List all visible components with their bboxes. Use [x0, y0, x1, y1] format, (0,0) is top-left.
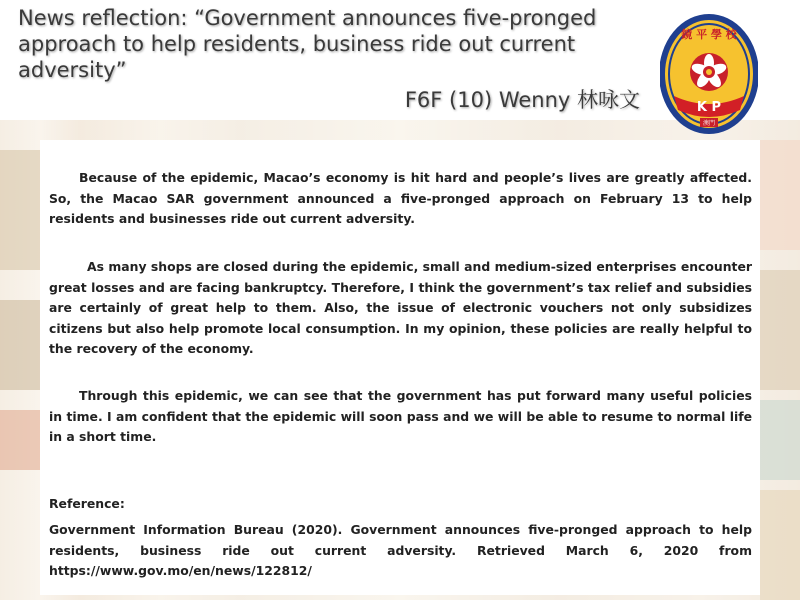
- background-poster-left-2: [0, 300, 40, 390]
- page-title: News reflection: “Government announces five-pronged approach to help residents, business ride out current adversity”: [18, 6, 597, 82]
- reference-text: Government Information Bureau (2020). Government announces five-pronged approach to help residents, business ride out current adversity. Retrieved March 6, 2020 from https://www.gov.mo/en/news/122812/: [49, 522, 752, 578]
- school-crest-icon: [660, 14, 758, 138]
- reference-heading: Reference:: [49, 496, 125, 511]
- svg-text:鏡 平 學 校: 鏡 平 學 校: [681, 28, 737, 41]
- paragraph-1: Because of the epidemic, Macao’s economy is hit hard and people’s lives are greatly affected. So, the Macao SAR government announced a five-pronged approach on February 13 to help residents and businesses ride out current adversity.: [49, 170, 752, 226]
- author-line: F6F (10) Wenny 林咏文: [404, 88, 640, 112]
- background-poster-right-4: [760, 490, 800, 600]
- background-poster-right-3: [760, 400, 800, 480]
- paragraph-3: Through this epidemic, we can see that the government has put forward many useful policies in time. I am confident that the epidemic will soon pass and we will be able to resume to normal life in a short time.: [49, 388, 752, 444]
- svg-text:澳門: 澳門: [702, 120, 716, 127]
- background-poster-left-1: [0, 150, 40, 270]
- paragraph-2: As many shops are closed during the epidemic, small and medium-sized enterprises encounter great losses and are facing bankruptcy. Therefore, I think the government’s tax relief and subsidies are certainly of great help to them. Also, the issue of electronic vouchers not only subsidizes citizens but also help promote local consumption. In my opinion, these policies are really helpful to the recovery of the economy.: [49, 259, 752, 356]
- background-poster-right-1: [760, 140, 800, 250]
- background-poster-left-3: [0, 410, 40, 470]
- content-panel: [40, 140, 760, 595]
- background-poster-right-2: [760, 270, 800, 390]
- svg-text:K P: K P: [696, 100, 722, 115]
